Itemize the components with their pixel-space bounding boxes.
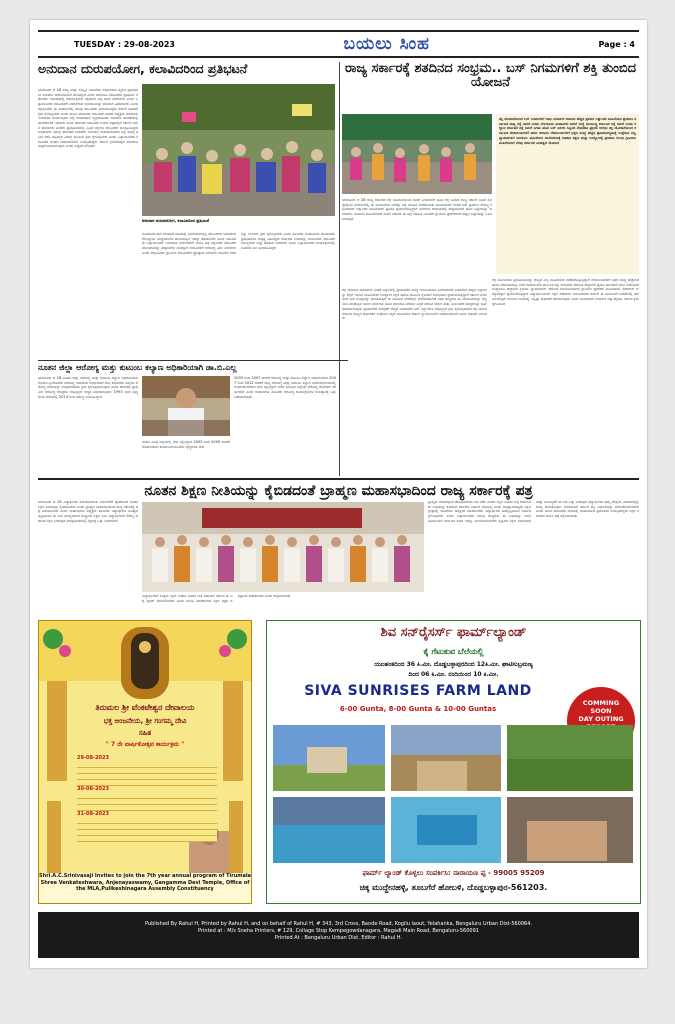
article-text-health-b: ಅವರು ವಿವಿಧ ಜಿಲ್ಲೆಗಳಲ್ಲಿ ಸೇವೆ ಸಲ್ಲಿಸಿದ್ದಾರೆ 2005 ರಿಂದ 2009 ರವರೆಗೆ ಅಧಿಕಾರಿಯಾಗಿ ಕಾರ್ಯನಿರ್ವಹಿಸಿದರು ವೈದ್ಯಕೀಯ ಸೇವೆ: [142, 440, 230, 449]
farmland-sizes: 6-00 Gunta, 8-00 Gunta & 10-00 Guntas: [339, 705, 497, 713]
group-photo: [142, 502, 424, 592]
footer-line-1: Published By Rahul H, Printed by Rahul H, and on behalf of Rahul H, # 343, 3rd Cross, Bande Road, Kogilu laout, Yelahanka, Bengaluru Urban Dist-560064.: [145, 921, 532, 927]
temple-with: ಸಹಿತ: [138, 729, 152, 737]
badge-line-2: SOON: [590, 707, 612, 715]
issue-date: TUESDAY : 29-08-2023: [74, 39, 175, 49]
article-text-govt-a: ಬೆಂಗಳೂರು ಆ 28 ರಾಜ್ಯ ಸರ್ಕಾರದ ಶಕ್ತಿ ಯೋಜನೆಯಿಂದ ಸಾರಿಗೆ ನಿಗಮಗಳಿಗೆ ಹೊಸ ಶಕ್ತಿ ಬಂದಿದೆ ರಾಜ್ಯ ಸರ್ಕಾರ ನೂರು ದಿನ ಪೂರೈಸಿದ ಸಂದರ್ಭದಲ್ಲಿ ಈ ಯೋಜನೆಯ ಯಶಸ್ಸು ಬಗ್ಗೆ ಮಾಹಿತಿ ನೀಡಲಾಯಿತು ಮಹಿಳೆಯರಿಗೆ ಉಚಿತ ಬಸ್ ಪ್ರಯಾಣ ಸೌಲಭ್ಯ ಕಲ್ಪಿಸಲಾಗಿದೆ ಲಕ್ಷಾಂತರ ಮಹಿಳೆಯರು ಪ್ರತಿದಿನ ಪ್ರಯಾಣಿಸುತ್ತಿದ್ದಾರೆ ನಿಗಮಗಳ ಆದಾಯದಲ್ಲಿ ಹೆಚ್ಚಳವಾಗಿದೆ ಹೊಸ ಬಸ್ಸುಗಳನ್ನು ಖರೀದಿಸಲು ಯೋಜನೆ ರೂಪಿಸಲಾಗಿದೆ ಸಾರಿಗೆ ಸಚಿವರು ಈ ಬಗ್ಗೆ ಮಾಹಿತಿ ನೀಡಿದರು ಗ್ರಾಮೀಣ ಪ್ರದೇಶಗಳಿಗೆ ಹೆಚ್ಚಿನ ಬಸ್ಸುಗಳನ್ನು ಓಡಿಸಲಾಗುತ್ತಿದೆ: [342, 198, 492, 221]
temple-event: " 7 ನೇ ವಾರ್ಷಿಕೋತ್ಸವ ಕಾರ್ಯಕ್ರಮ ": [105, 741, 185, 748]
article-text-govt-b: ಶಕ್ತಿ ಯೋಜನೆ ಜಾರಿಯಾದ ನಂತರ ಬಸ್ಸುಗಳಲ್ಲಿ ಪ್ರಯಾಣಿಕರ ಸಂಖ್ಯೆ ಗಣನೀಯವಾಗಿ ಏರಿಕೆಯಾಗಿದೆ ನಿಗಮಗಳು ಹೆಚ್ಚಿನ ಬಸ್ಸುಗಳನ್ನು ರಸ್ತೆಗೆ ಇಳಿಸಿವೆ ಮಹಿಳೆಯರು ಉದ್ಯೋಗ ಶಿಕ್ಷಣ ಹಾಗೂ ಧಾರ್ಮಿಕ ಸ್ಥಳಗಳಿಗೆ ಸುಲಭವಾಗಿ ಪ್ರಯಾಣಿಸುತ್ತಿದ್ದಾರೆ ಸರ್ಕಾರ ನಿಗಮಗಳಿಗೆ ಬಾಕಿ ಮೊತ್ತವನ್ನು ಪಾವತಿಸುತ್ತಿದೆ ಈ ಯೋಜನೆ ದೇಶದಲ್ಲೇ ಮಾದರಿಯಾಗಿದೆ ಇತರ ರಾಜ್ಯಗಳು ಈ ಯೋಜನೆಯನ್ನು ಅಧ್ಯಯನ ಮಾಡುತ್ತಿವೆ ಸಾರಿಗೆ ನಿಗಮಗಳು ಹೊಸ ನೇಮಕಾತಿ ನಡೆಸಲು ಸಿದ್ಧತೆ ನಡೆಸಿವೆ ಚಾಲಕ ಮತ್ತು ನಿರ್ವಾಹಕರ ಹುದ್ದೆಗಳನ್ನು ಭರ್ತಿ ಮಾಡಲಾಗುವುದು ಪ್ರಯಾಣಿಕರ ಸುರಕ್ಷತೆಗೆ ಆದ್ಯತೆ ನೀಡಲಾಗಿದೆ ಬಸ್ ನಿಲ್ದಾಣಗಳ ಅಭಿವೃದ್ಧಿಗೆ ಕ್ರಮ ಕೈಗೊಳ್ಳಲಾಗಿದೆ ಶಕ್ತಿ ಯೋಜನೆಯಿಂದ ರಾಜ್ಯದ ಆರ್ಥಿಕತೆಗೆ ಉತ್ತೇಜನ ಸಿಕ್ಕಿದೆ ಮಹಿಳೆಯರ ಆರ್ಥಿಕ ಸ್ವಾವಲಂಬನೆಗೆ ಸಹಕಾರಿಯಾಗಿದೆ ಎಂದು ಸಚಿವರು ತಿಳಿಸಿದರು: [342, 288, 487, 321]
farmland-header-kn: ಶಿವ ಸನ್‌ರೈಸರ್ಸ್ ಫಾರ್ಮ್‌ಲ್ಯಾಂಡ್: [380, 625, 527, 640]
highlight-box: [496, 114, 639, 274]
page-number: Page : 4: [598, 39, 635, 49]
bus-photo: [342, 114, 492, 194]
temple-advertisement: [38, 620, 252, 904]
paper-title: ಬಯಲು ಸಿಂಹ: [343, 34, 430, 54]
farmland-tagline: ಕೈ ಗೆಟುಕುವ ಬೆಲೆಯಲ್ಲಿ: [423, 647, 484, 656]
schedule-date-2: 30-08-2023: [77, 786, 109, 792]
headline-health-officer: ನೂತನ ಜಿಲ್ಲಾ ಆರೋಗ್ಯ ಮತ್ತು ಕುಟುಂಬ ಕಲ್ಯಾಣ ಅಧಿಕಾರಿಯಾಗಿ ಡಾ.ಬಿ.ಎಲ್ಲ: [38, 360, 348, 373]
temple-title: ತಿರುಮಲ ಶ್ರೀ ವೆಂಕಟೇಶ್ವರ ದೇವಾಲಯ: [95, 703, 195, 712]
protest-photo: [142, 84, 335, 216]
farmland-distance-2: ದಿಂದ 06 ಕಿ.ಮೀ. ನಂದಿಯಿಂದ 10 ಕಿ.ಮೀ.: [408, 671, 499, 678]
farmland-address: ಚಿಕ್ಕ ಮುದ್ದೇನಹಳ್ಳಿ, ತೂಬಗೆರೆ ಹೋಬಳಿ, ದೊಡ್ಡಬಳ್ಳಾಪುರ-561203.: [359, 883, 548, 892]
article-text-health-a: ಬೆಂಗಳೂರು ಆ 28 ನೂತನ ಜಿಲ್ಲಾ ಆರೋಗ್ಯ ಮತ್ತು ಕುಟುಂಬ ಕಲ್ಯಾಣ ಅಧಿಕಾರಿಯಾಗಿ ಅಧಿಕಾರ ಸ್ವೀಕರಿಸಿದರು ಆರೋಗ್ಯ ಇಲಾಖೆಯ ಅಧಿಕಾರಿಗಳು ಶುಭ ಕೋರಿದರು ಜಿಲ್ಲೆಯ ಆರೋಗ್ಯ ಸೇವೆಗಳನ್ನು ಉತ್ತಮಪಡಿಸಲು ಕ್ರಮ ಕೈಗೊಳ್ಳಲಾಗುವುದು ಎಂದು ಹೇಳಿದರು ಪ್ರಾಥಮಿಕ ಆರೋಗ್ಯ ಕೇಂದ್ರಗಳ ಅಭಿವೃದ್ಧಿಗೆ ಆದ್ಯತೆ ನೀಡಲಾಗುವುದು 1993 ರಿಂದ ವೈದ್ಯಕೀಯ ಸೇವೆಯಲ್ಲಿ 2013 ರಿಂದ ಕರ್ತವ್ಯ ನಿರ್ವಹಿಸಿದ್ದಾರೆ: [38, 376, 138, 399]
imprint-footer: [38, 912, 639, 958]
article-text-protest: ಬೆಂಗಳೂರು ಆ 28 ರಾಜ್ಯ ಮತ್ತು ಸಂಸ್ಕೃತಿ ಇಲಾಖೆಯ ಅಧಿಕಾರಿಗಳು ಸ್ಮಶಾನ ಪ್ರತಿನಿಧಿಗಳು ಅನುದಾನ ದುರುಪಯೋಗ ಮಾಡಿದ್ದಾರೆ ಎಂದು ಆರೋಪಿಸಿ ಕಲಾವಿದರು ಪ್ರತಿಭಟನೆ ನಡೆಸಿದರು ಇಲಾಖೆಯಲ್ಲಿ ನಡೆಯುತ್ತಿರುವ ಅಕ್ರಮಗಳ ಬಗ್ಗೆ ತನಿಖೆ ನಡೆಸಬೇಕು ಎಂದು ಒತ್ತಾಯಿಸಿದರು ಕಲಾವಿದರಿಗೆ ನೀಡಬೇಕಾದ ಅನುದಾನವನ್ನು ಸರಿಯಾಗಿ ವಿತರಿಸಬೇಕು ಎಂದು ಆಗ್ರಹಿಸಿದರು ಈ ಸಂದರ್ಭದಲ್ಲಿ ಹಲವು ಕಲಾವಿದರು ಭಾಗವಹಿಸಿದ್ದರು ಸರ್ಕಾರ ಕೂಡಲೇ ಕ್ರಮ ಕೈಗೊಳ್ಳಬೇಕು ಎಂದು ಮನವಿ ಮಾಡಿದರು ಕಲಾವಿದರ ಸಂಘದ ಅಧ್ಯಕ್ಷರು ಮಾತನಾಡಿ ಇಲಾಖೆಯ ಕಾರ್ಯವೈಖರಿ ಬಗ್ಗೆ ಅಸಮಾಧಾನ ವ್ಯಕ್ತಪಡಿಸಿದರು ಅನುದಾನ ಹಂಚಿಕೆಯಲ್ಲಿ ಪಾರದರ್ಶಕತೆ ಇರಬೇಕು ಎಂದು ಹೇಳಿದರು ಕಲಾವಿದರ ಬದುಕು ಕಷ್ಟದಲ್ಲಿದೆ ಸರ್ಕಾರ ಗಮನ ಹರಿಸಬೇಕು ಎಂದರು ಪ್ರತಿಭಟನೆಯಲ್ಲಿ ವಿವಿಧ ಜಿಲ್ಲೆಗಳ ಕಲಾವಿದರು ಪಾಲ್ಗೊಂಡಿದ್ದರು ಅಧಿಕಾರಿಗಳ ವಿರುದ್ಧ ಘೋಷಣೆ ಕೂಗಿದರು ಅನುದಾನ ದುರುಪಯೋಗದ ಬಗ್ಗೆ ಸಮಗ್ರ ತನಿಖೆ ನಡೆಸಿ ತಪ್ಪಿತಸ್ಥರ ವಿರುದ್ಧ ಕಾನೂನು ಕ್ರಮ ಕೈಗೊಳ್ಳಬೇಕು ಎಂದು ಒತ್ತಾಯಿಸಿದರು ಕಲಾವಿದರ ಸಂಘದ ಪದಾಧಿಕಾರಿಗಳು ಉಪಸ್ಥಿತರಿದ್ದರು ಸರ್ಕಾರ ಸ್ಪಂದಿಸದಿದ್ದರೆ ಹೋರಾಟ ತೀವ್ರಗೊಳಿಸಲಾಗುವುದು ಎಂದು ಎಚ್ಚರಿಕೆ ನೀಡಿದರು: [38, 88, 138, 149]
officer-photo: [142, 376, 230, 436]
article-text-education-a: ಬೆಂಗಳೂರು ಆ 28 ವಿದ್ಯಾರ್ಥಿಗಳ ಸರ್ವತೋಮುಖ ಬೆಳವಣಿಗೆಗೆ ಪೂರಕವಾದ ನೂತನ ಶಿಕ್ಷಣ ನೀತಿಯನ್ನು ಕೈಬಿಡಬಾರದು ಎಂದು ಬ್ರಾಹ್ಮಣ ಮಹಾಸಭಾದಿಂದ ರಾಜ್ಯ ಸರ್ಕಾರಕ್ಕೆ ಪತ್ರ ಬರೆಯಲಾಗಿದೆ ಎಂದು ಮಹಾಸಭಾದ ಅಧ್ಯಕ್ಷರು ತಿಳಿಸಿದರು ವಿದ್ಯಾರ್ಥಿಗಳ ಭವಿಷ್ಯದ ದೃಷ್ಟಿಯಿಂದ ಈ ನೀತಿ ಮುಖ್ಯವಾಗಿದೆ ರಾಷ್ಟ್ರೀಯ ಶಿಕ್ಷಣ ನೀತಿ ವಿದ್ಯಾರ್ಥಿಗಳಿಗೆ ಕೌಶಲ್ಯ ಆಧಾರಿತ ಶಿಕ್ಷಣ ನೀಡುತ್ತದೆ ಮಾತೃಭಾಷೆಯಲ್ಲಿ ಶಿಕ್ಷಣಕ್ಕೆ ಒತ್ತು ನೀಡಲಾಗಿದೆ: [38, 500, 138, 523]
column-divider: [339, 62, 340, 476]
masthead: [38, 30, 639, 58]
newspaper-page: [30, 20, 647, 968]
highlight-text: ಶಕ್ತಿ ಯೋಜನೆಯಿಂದ ಬಸ್ ನಿಗಮಗಳಿಗೆ ಲಾಭ ನಿಗಮಗಳ ಆದಾಯ ಹೆಚ್ಚಳ ಪ್ರತಿದಿನ ಲಕ್ಷಾಂತರ ಮಹಿಳೆಯರ ಪ್ರಯಾಣ ಕರ್ನಾಟಕ ರಾಜ್ಯ ರಸ್ತೆ ಸಾರಿಗೆ ನಿಗಮ ಬೆಂಗಳೂರು ಮಹಾನಗರ ಸಾರಿಗೆ ಸಂಸ್ಥೆ ವಾಯುವ್ಯ ಕರ್ನಾಟಕ ರಸ್ತೆ ಸಾರಿಗೆ ನಿಗಮ ಕಲ್ಯಾಣ ಕರ್ನಾಟಕ ರಸ್ತೆ ಸಾರಿಗೆ ನಿಗಮ ಹೊಸ ಬಸ್ ಖರೀದಿ ಸಿಬ್ಬಂದಿ ನೇಮಕಾತಿ ಪ್ರಕ್ರಿಯೆ ಆರಂಭ ಶಕ್ತಿ ಯೋಜನೆಯಿಂದ ಕರ್ನಾಟಕ ದೇವಾಲಯಗಳಿಗೆ ಹರಿದ ಆದಾಯ ದೇವಾಲಯಗಳಿಗೆ ಭಕ್ತರ ಸಂಖ್ಯೆ ಹೆಚ್ಚಳ ಪ್ರವಾಸೋದ್ಯಮಕ್ಕೆ ಉತ್ತೇಜನ ಸಣ್ಣ ವ್ಯಾಪಾರಿಗಳಿಗೆ ಅನುಕೂಲ ಮಹಿಳೆಯರ ಸಬಲೀಕರಣಕ್ಕೆ ಸಹಕಾರಿ ಶಿಕ್ಷಣ ಮತ್ತು ಉದ್ಯೋಗಕ್ಕೆ ಪ್ರಯಾಣ ಸುಲಭ ಗ್ರಾಮೀಣ ಮಹಿಳೆಯರಿಗೆ ನೆರವು ಸರ್ಕಾರದ ಮಹತ್ವದ ಯೋಜನೆ: [499, 117, 636, 145]
headline-protest: ಅನುದಾನ ದುರುಪಯೋಗ, ಕಲಾವಿದರಿಂದ ಪ್ರತಿಭಟನೆ: [38, 61, 248, 76]
footer-line-2: Printed at : M/s Sneha Printers, # 129, Collage Stop Kempegowdanagara, Magadi Main Road, Bengaluru-560091: [198, 928, 479, 934]
headline-state-govt: ರಾಜ್ಯ ಸರ್ಕಾರಕ್ಕೆ ಶತದಿನದ ಸಂಭ್ರಮ.. ಬಸ್ ನಿಗಮಗಳಿಗೆ ಶಕ್ತಿ ತುಂಬಿದ ಯೋಜನೆ: [344, 61, 637, 91]
schedule-date-1: 29-08-2023: [77, 755, 109, 761]
article-text-health-c: 2005 ರಿಂದ 2007 ರವರೆಗೆ ಆರೋಗ್ಯ ಮತ್ತು ಕುಟುಂಬ ಕಲ್ಯಾಣ ಅಧಿಕಾರಿಯಾಗಿ 2007 ರಿಂದ 2012 ರವರೆಗೆ ರಾಜ್ಯ ಆರೋಗ್ಯ ಮತ್ತು ಕುಟುಂಬ ಕಲ್ಯಾಣ ನಿರ್ದೇಶನಾಲಯದಲ್ಲಿ ಉಪನಿರ್ದೇಶಕರಾಗಿ ಸೇವೆ ಸಲ್ಲಿಸಿದ್ದಾರೆ ಅವರ ಅನುಭವ ಜಿಲ್ಲೆಯ ಆರೋಗ್ಯ ಸೇವೆಗಳಿಗೆ ನೆರವಾಗಲಿದೆ ಎಂದು ಅಧಿಕಾರಿಗಳು ತಿಳಿಸಿದರು ಆರೋಗ್ಯ ಕಾರ್ಯಕ್ರಮಗಳ ಅನುಷ್ಠಾನಕ್ಕೆ ಒತ್ತು ನೀಡಲಾಗುವುದು: [234, 376, 336, 399]
headline-education-policy: ನೂತನ ಶಿಕ್ಷಣ ನೀತಿಯನ್ನು ಕೈಬಿಡದಂತೆ ಬ್ರಾಹ್ಮಣ ಮಹಾಸಭಾದಿಂದ ರಾಜ್ಯ ಸರ್ಕಾರಕ್ಕೆ ಪತ್ರ: [38, 478, 639, 499]
badge-line-1: COMMING: [582, 699, 620, 707]
article-text-protest-cont: ಅನುದಾನದ ಹಣ ಸರಿಯಾದ ರೀತಿಯಲ್ಲಿ ಬಳಕೆಯಾಗುತ್ತಿಲ್ಲ ಕಲಾವಿದರಿಗೆ ಸಿಗಬೇಕಾದ ಸೌಲಭ್ಯಗಳು ಮಧ್ಯವರ್ತಿಗಳ ಪಾಲಾಗುತ್ತಿವೆ ಇದನ್ನು ತಡೆಯಬೇಕು ಎಂದು ಕಲಾವಿದರು ಒತ್ತಾಯಿಸಿದರು ಇಲಾಖೆಯ ನಿರ್ದೇಶಕರಿಗೆ ಮನವಿ ಪತ್ರ ಸಲ್ಲಿಸಿದರು ಕಲಾವಿದರ ಮಾಸಾಶನವನ್ನು ಹೆಚ್ಚಿಸಬೇಕು ವಯಸ್ಸಾದ ಕಲಾವಿದರಿಗೆ ಆರೋಗ್ಯ ವಿಮೆ ನೀಡಬೇಕು ಎಂದು ಆಗ್ರಹಿಸಿದರು ಗ್ರಾಮೀಣ ಕಲಾವಿದರಿಗೆ ಪ್ರೋತ್ಸಾಹ ನೀಡಬೇಕು ಜಾನಪದ ಕಲೆಗಳನ್ನು ಉಳಿಸಲು ಕ್ರಮ ಕೈಗೊಳ್ಳಬೇಕು ಎಂದು ತಿಳಿಸಿದರು ಸಂಘಟನೆಯ ಮುಖಂಡರು ಪ್ರತಿಭಟನೆಯ ನೇತೃತ್ವ ವಹಿಸಿದ್ದರು ಸರ್ಕಾರದ ನೀತಿಗಳನ್ನು ಖಂಡಿಸಿದರು ಕಲಾವಿದರ ಸಮಸ್ಯೆಗಳಿಗೆ ಶೀಘ್ರ ಪರಿಹಾರ ನೀಡಬೇಕು ಎಂದು ಒತ್ತಾಯಿಸಿದರು ಕಾರ್ಯಕ್ರಮದಲ್ಲಿ ನೂರಾರು ಜನ ಭಾಗವಹಿಸಿದ್ದರು: [142, 232, 335, 255]
farmland-title-en: SIVA SUNRISES FARM LAND: [304, 683, 532, 699]
schedule-date-3: 31-08-2023: [77, 811, 109, 817]
farmland-advertisement: [266, 620, 641, 904]
footer-line-3: Printed At : Bengaluru Urban Dist. Editor : Rahul H.: [274, 935, 403, 941]
badge-line-3: DAY OUTING: [578, 715, 624, 723]
article-text-education-c: ಬ್ರಾಹ್ಮಣ ಮಹಾಸಭಾದ ಪದಾಧಿಕಾರಿಗಳು ಸಭೆ ನಡೆಸಿ ನೂತನ ಶಿಕ್ಷಣ ನೀತಿಯ ಬಗ್ಗೆ ಚರ್ಚಿಸಿದರು ನೀತಿಯನ್ನು ಕೈಬಿಡುವ ಸರ್ಕಾರದ ನಿರ್ಧಾರ ಸರಿಯಲ್ಲ ಎಂದು ಅಭಿಪ್ರಾಯಪಟ್ಟರು ಶಿಕ್ಷಣ ಕ್ಷೇತ್ರದಲ್ಲಿ ರಾಜಕೀಯ ಹಸ್ತಕ್ಷೇಪ ಮಾಡಬಾರದು ವಿದ್ಯಾರ್ಥಿಗಳ ಹಿತದೃಷ್ಟಿಯಿಂದ ನಿರ್ಧಾರ ಕೈಗೊಳ್ಳಬೇಕು ಎಂದು ಒತ್ತಾಯಿಸಿದರು ಹಲವು ರಾಜ್ಯಗಳು ಈ ನೀತಿಯನ್ನು ಅಳವಡಿಸಿಕೊಂಡಿವೆ ಕರ್ನಾಟಕ ಕೂಡ ಇದನ್ನು ಮುಂದುವರಿಸಬೇಕು ವೃತ್ತಿಪರ ಶಿಕ್ಷಣ ಸಂಶೋಧನೆ ಮತ್ತು ನಾವೀನ್ಯತೆಗೆ ಈ ನೀತಿ ಒತ್ತು ನೀಡುತ್ತದೆ ವಿದ್ಯಾರ್ಥಿಗಳು ತಮ್ಮ ಆಸಕ್ತಿಯ ವಿಷಯಗಳನ್ನು ಆಯ್ಕೆ ಮಾಡಿಕೊಳ್ಳಲು ಅವಕಾಶವಿದೆ ಸರ್ಕಾರ ತನ್ನ ನಿರ್ಧಾರವನ್ನು ಮರುಪರಿಶೀಲಿಸಬೇಕು ಎಂದು ಮನವಿ ಮಾಡಿದರು ಸಭೆಯಲ್ಲಿ ಮಹಾಸಭಾದ ಪ್ರಮುಖರು ಉಪಸ್ಥಿತರಿದ್ದರು ಶಿಕ್ಷಣ ಸಚಿವರಿಗೆ ಮನವಿ ಪತ್ರ ಸಲ್ಲಿಸಲಾಯಿತು: [428, 500, 639, 523]
farmland-distance-1: ಯಲಹಂಕದಿಂದ 36 ಕಿ.ಮೀ. ದೊಡ್ಡಬಳ್ಳಾಪುರದಿಂದ 12ಕಿ.ಮೀ. ಘಾಟಿಸುಬ್ರಮಣ್ಯ: [374, 661, 533, 668]
farmland-contact: ಫಾರ್ಮ್ ಲ್ಯಾಂಡ್ ಕೊಳ್ಳಲು ಸಂಪರ್ಕಿಸಿ: ನಾರಾಯಣ ಪ್ಪ - 99005 95209: [362, 869, 545, 877]
farmland-photo-grid: [267, 725, 640, 865]
temple-subtitle: ಭಕ್ತ ಆಂಜನೇಯ, ಶ್ರೀ ಗಂಗಮ್ಮ ದೇವಿ: [103, 717, 187, 725]
temple-schedule: [77, 755, 217, 842]
article-text-education-b: ವಿದ್ಯಾರ್ಥಿಗಳಿಗೆ ಉತ್ತಮ ಶಿಕ್ಷಣ ನೀಡಲು ನೂತನ ನೀತಿ ಸಹಾಯಕ ಸರ್ಕಾರ ಈ ಬಗ್ಗೆ ಪುನರ್ ಪರಿಶೀಲಿಸಬೇಕು ಎಂದು ಮನವಿ ಮಾಡಲಾಗಿದೆ ಶಿಕ್ಷಣ ತಜ್ಞರ ಅಭಿಪ್ರಾಯ ಪಡೆಯಬೇಕು ಎಂದು ಆಗ್ರಹಿಸಲಾಗಿದೆ: [142, 594, 291, 603]
temple-invite-en: Shri.A.C.Srinivasaji Invites to join the 7th year annual program of Tirumala Shree Venkateshwara, Anjenayaswamy, Gangamma Devi Temple, Office of the MLA,Pulikeshinagara Assembly Constituency: [39, 873, 251, 903]
article-text-govt-c: ಶಕ್ತಿ ಯೋಜನೆಯ ಪ್ರಯೋಜನವನ್ನು ರಾಜ್ಯದ ಎಲ್ಲ ಮಹಿಳೆಯರು ಪಡೆದುಕೊಳ್ಳುತ್ತಿದ್ದಾರೆ ದೇವಾಲಯಗಳಿಗೆ ಭಕ್ತರ ಸಂಖ್ಯೆ ಹೆಚ್ಚಾಗಿದೆ ಹುಂಡಿ ಆದಾಯದಲ್ಲೂ ಏರಿಕೆ ಕಂಡುಬಂದಿದೆ ಧಾರ್ಮಿಕ ದತ್ತಿ ಇಲಾಖೆಯ ಆದಾಯ ಹೆಚ್ಚಾಗಿದೆ ಪ್ರವಾಸಿ ತಾಣಗಳಿಗೆ ಭೇಟಿ ನೀಡುವವರ ಸಂಖ್ಯೆಯೂ ಹೆಚ್ಚಾಗಿದೆ ಸ್ಥಳೀಯ ವ್ಯಾಪಾರಿಗಳಿಗೆ ಇದರಿಂದ ಅನುಕೂಲವಾಗಿದೆ ಗ್ರಾಮೀಣ ಪ್ರದೇಶದ ಮಹಿಳೆಯರು ನಗರಗಳಿಗೆ ಉದ್ಯೋಗಕ್ಕಾಗಿ ಪ್ರಯಾಣಿಸುತ್ತಿದ್ದಾರೆ ವಿದ್ಯಾರ್ಥಿನಿಯರಿಗೆ ಶಿಕ್ಷಣ ಪಡೆಯಲು ಸುಲಭವಾಗಿದೆ ಸರ್ಕಾರ ಈ ಯೋಜನೆಗೆ ಬಜೆಟ್‌ನಲ್ಲಿ ಹಣ ಮೀಸಲಿಟ್ಟಿದೆ ಮುಂದಿನ ದಿನಗಳಲ್ಲಿ ಇನ್ನಷ್ಟು ಸುಧಾರಣೆ ತರಲಾಗುವುದು ಎಂದು ತಿಳಿಸಲಾಗಿದೆ ನಿಗಮಗಳ ನಷ್ಟ ತಗ್ಗಿಸಲು ಸರ್ಕಾರ ಕ್ರಮ ಕೈಗೊಂಡಿದೆ: [492, 278, 639, 306]
protest-photo-caption: ಅನುದಾನ ದುರುಪಯೋಗ, ಕಲಾವಿದರಿಂದ ಪ್ರತಿಭಟನೆ: [142, 218, 209, 223]
